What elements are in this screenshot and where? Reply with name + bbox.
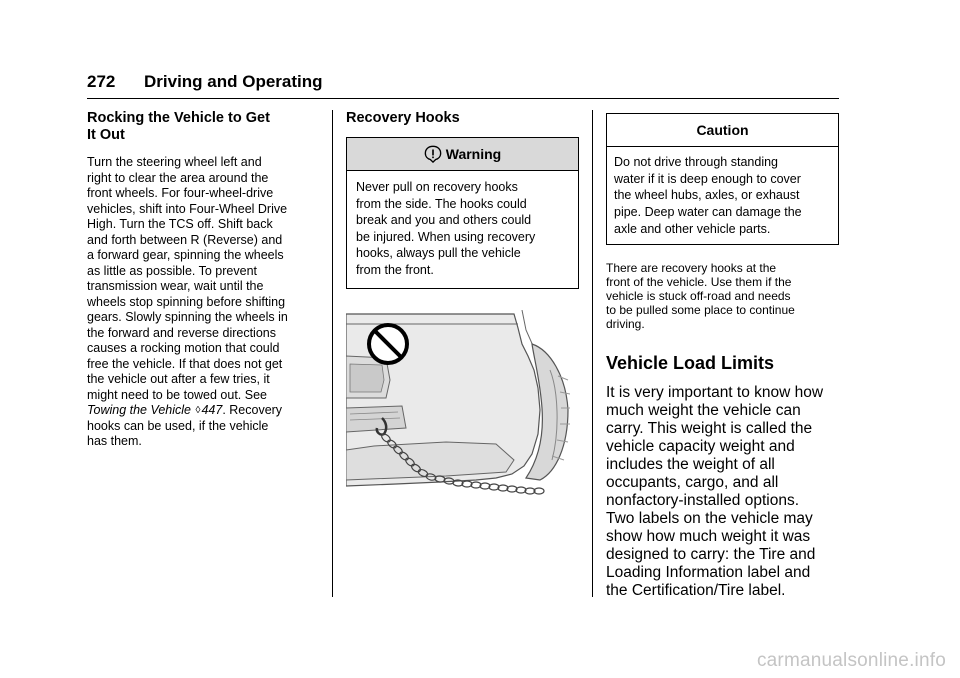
rocking-heading-line: It Out <box>87 127 125 143</box>
body-line: a forward gear, spinning the wheels <box>87 248 284 262</box>
column-rocking <box>87 110 323 450</box>
body-line: transmission wear, wait until the <box>87 279 264 293</box>
load-limits-body <box>606 384 839 600</box>
warning-header <box>347 138 578 171</box>
caution-line: axle and other vehicle parts. <box>614 221 771 236</box>
caution-line: the wheel hubs, axles, or exhaust <box>614 188 800 203</box>
reference-page-number[interactable]: 447 <box>201 403 223 417</box>
body-line: carry. This weight is called the <box>606 419 813 437</box>
rocking-heading <box>87 110 323 144</box>
caution-line: pipe. Deep water can damage the <box>614 205 802 220</box>
body-line: gears. Slowly spinning the wheels in <box>87 310 288 324</box>
body-line: nonfactory-installed options. <box>606 491 800 509</box>
column-caution-load <box>606 113 839 600</box>
warning-title: Warning <box>445 146 502 162</box>
body-line: to be pulled some place to continue <box>606 302 795 317</box>
warning-icon <box>424 145 442 163</box>
body-line: High. Turn the TCS off. Shift back <box>87 217 273 231</box>
warning-line: break and you and others could <box>356 213 532 227</box>
page-header <box>87 70 839 99</box>
body-line: includes the weight of all <box>606 455 775 473</box>
load-limits-heading: Vehicle Load Limits <box>606 352 775 373</box>
warning-body <box>347 171 578 288</box>
recovery-hook-illustration <box>346 310 570 500</box>
recovery-hooks-heading: Recovery Hooks <box>346 110 460 126</box>
column-divider-left <box>332 110 333 597</box>
body-line: Turn the steering wheel left and <box>87 155 262 169</box>
caution-line: Do not drive through standing <box>614 155 778 169</box>
towing-reference-link[interactable]: Towing the Vehicle <box>87 403 192 417</box>
caution-body <box>607 147 838 244</box>
truck-bumper-chain-drawing <box>346 310 570 500</box>
body-line: the forward and reverse directions <box>87 325 276 340</box>
body-line: vehicle is stuck off-road and needs <box>606 288 791 303</box>
body-line: Two labels on the vehicle may <box>606 509 813 527</box>
body-line: It is very important to know how <box>606 383 824 401</box>
body-line: Loading Information label and <box>606 563 811 581</box>
warning-line: be injured. When using recovery <box>356 229 536 244</box>
body-line: front wheels. For four-wheel-drive <box>87 186 274 200</box>
body-line: wheels stop spinning before shifting <box>87 294 286 309</box>
page-reference-icon: ◊ <box>195 405 201 416</box>
warning-box <box>346 137 579 289</box>
section-title: Driving and Operating <box>144 72 323 91</box>
body-line: designed to carry: the Tire and <box>606 545 816 563</box>
caution-line: water if it is deep enough to cover <box>614 171 801 186</box>
body-line: the Certification/Tire label. <box>606 581 786 599</box>
body-line: vehicle capacity weight and <box>606 437 795 455</box>
body-line: front of the vehicle. Use them if the <box>606 274 792 289</box>
body-line: free the vehicle. If that does not get <box>87 356 283 371</box>
warning-line: hooks, always pull the vehicle <box>356 246 521 260</box>
page-number: 272 <box>87 72 116 91</box>
warning-line: Never pull on recovery hooks <box>356 180 518 194</box>
body-line: occupants, cargo, and all <box>606 473 779 491</box>
body-line: hooks can be used, if the vehicle <box>87 418 269 433</box>
body-line-fragment: . Recovery <box>222 403 283 417</box>
body-line: much weight the vehicle can <box>606 401 801 419</box>
body-line: right to clear the area around the <box>87 170 269 185</box>
caution-box <box>606 113 839 245</box>
warning-line: from the side. The hooks could <box>356 196 527 211</box>
body-line: as little as possible. To prevent <box>87 263 258 278</box>
body-line: might need to be towed out. See <box>87 387 267 402</box>
body-line: the vehicle out after a few tries, it <box>87 372 270 386</box>
body-line: driving. <box>606 316 645 331</box>
no-symbol-icon <box>369 325 407 363</box>
body-line: has them. <box>87 434 142 448</box>
rocking-heading-line: Rocking the Vehicle to Get <box>87 110 270 126</box>
body-line: vehicles, shift into Four-Wheel Drive <box>87 201 288 216</box>
watermark: carmanualsonline.info <box>756 650 946 671</box>
warning-line: from the front. <box>356 262 434 277</box>
column-recovery-hooks <box>346 110 579 289</box>
body-line: There are recovery hooks at the <box>606 260 777 275</box>
recovery-hooks-paragraph <box>606 261 839 331</box>
caution-header <box>607 114 838 147</box>
rocking-body <box>87 155 323 450</box>
body-line: show how much weight it was <box>606 527 811 545</box>
column-divider-right <box>592 110 593 597</box>
body-line: causes a rocking motion that could <box>87 341 280 355</box>
caution-title: Caution <box>696 122 749 138</box>
body-line: and forth between R (Reverse) and <box>87 232 283 247</box>
